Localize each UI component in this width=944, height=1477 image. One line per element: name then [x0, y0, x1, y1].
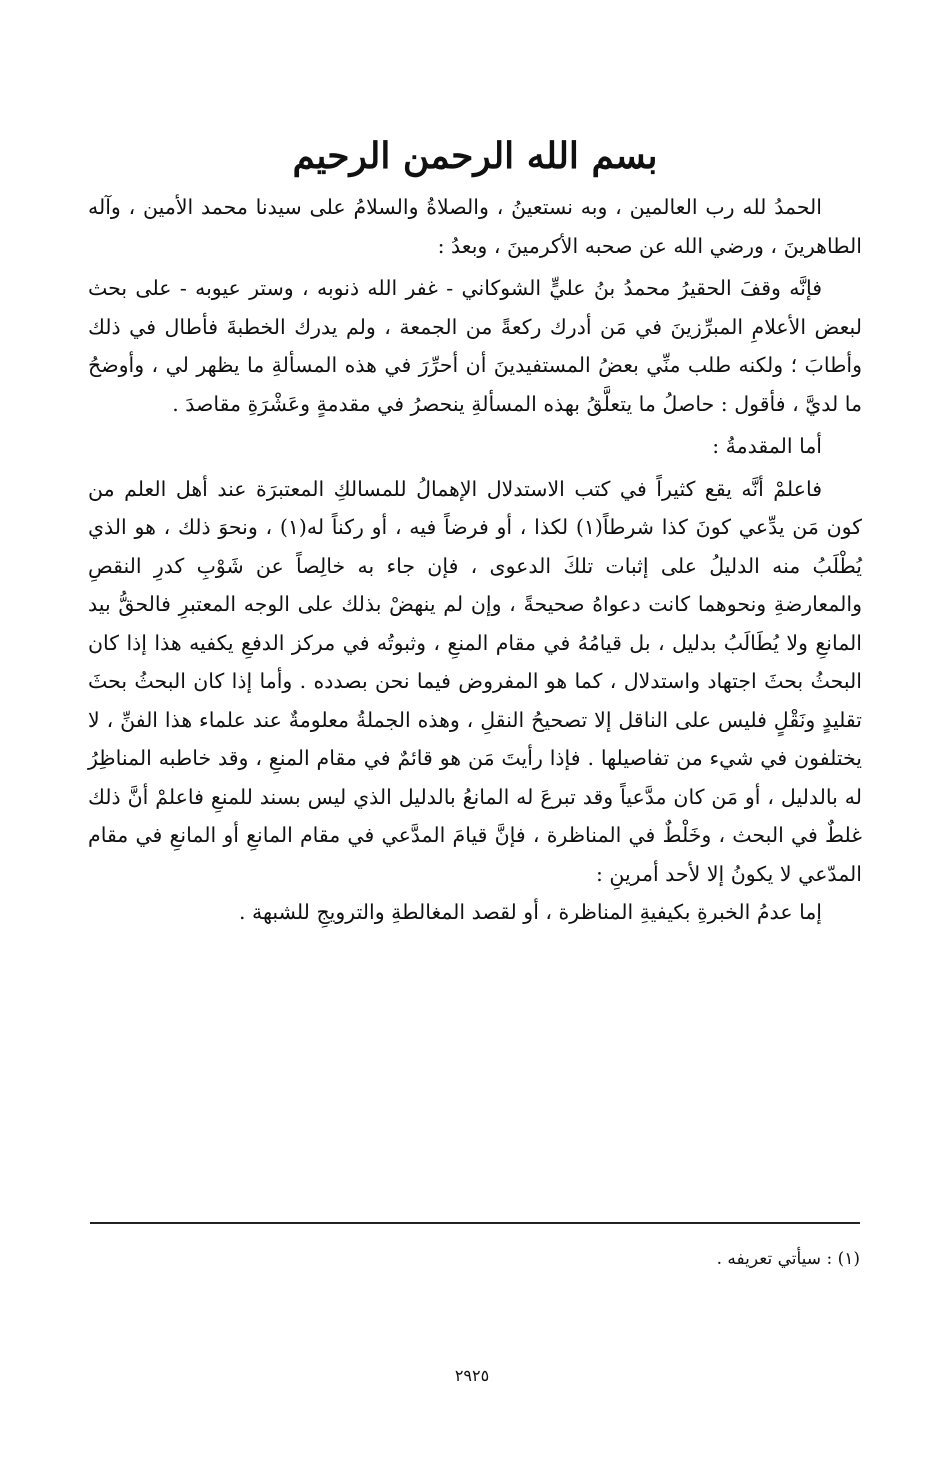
footnote-divider	[90, 1222, 860, 1224]
footnote: (١) : سيأتي تعريفه .	[716, 1249, 860, 1269]
closing-paragraph: إما عدمُ الخبرةِ بكيفيةِ المناظرة ، أو لقصد المغالطةِ والترويجِ للشبهة .	[238, 900, 822, 924]
main-paragraph: فاعلمْ أنَّه يقع كثيراً في كتب الاستدلال الإهمالُ للمسالكِ المعتبرَة عند أهل العلم من كون مَن يدِّعي كونَ كذا شرطاً(١) لكذا ، أو فرضاً فيه ، أو ركناً له(١) ، ونحوَ ذلك ، هو الذي يُطْلَبُ منه الدليلُ على إثبات تلكَ الدعوى ، فإن جاء به خالِصاً عن شَوْبِ كدرِ النقصِ والمعارضةِ ونحوهما كانت دعواهُ صحيحةً ، وإن لم ينهضْ بذلك على الوجه المعتبرِ فالحقُّ بيد المانعِ ولا يُطَالَبُ بدليل ، بل قيامُهُ في مقام المنعِ ، وثبوتُه في مركز الدفعِ يكفيه هذا إذا كان البحثُ بحثَ اجتهاد واستدلال ، كما هو المفروض فيما نحن بصدده . وأما إذا كان البحثُ بحثَ تقليدٍ ونَقْلٍ فليس على الناقل إلا تصحيحُ النقلِ ، وهذه الجملةُ معلومةٌ عند علماء هذا الفنِّ ، لا يختلفون في شيء من تفاصيلها . فإذا رأيتَ مَن هو قائمٌ في مقام المنعِ ، وقد خاطبه المناظِرُ له بالدليل ، أو مَن كان مدَّعياً وقد تبرعَ له المانعُ بالدليل الذي ليس بسند للمنعِ فاعلمْ أنَّ ذلك غلطٌ في البحث ، وخَلْطٌ في المناظرة ، فإنَّ قيامَ المدَّعي في مقام المانعِ أو المانعِ في مقام المدّعي لا يكونُ إلا لأحد أمرينِ :	[88, 476, 862, 886]
opening-paragraph: الحمدُ لله رب العالمين ، وبه نستعينُ ، والصلاةُ والسلامُ على سيدنا محمد الأمين ، وآله الطاهرينَ ، ورضي الله عن صحبه الأكرمينَ ، وبعدُ :	[88, 195, 862, 258]
introduction-paragraph: فإنَّه وقفَ الحقيرُ محمدُ بنُ عليٍّ الشوكاني - غفر الله ذنوبه ، وستر عيوبه - على بحث لبعض الأعلامِ المبرِّزينَ في مَن أدرك ركعةً من الجمعة ، ولم يدرك الخطبةَ فأطال في ذلك وأطابَ ؛ ولكنه طلب منِّي بعضُ المستفيدينَ أن أحرِّرَ في هذه المسألةِ ما يظهر لي ، وأوضحُ ما لديَّ ، فأقول : حاصلُ ما يتعلَّقُ بهذه المسألةِ ينحصرُ في مقدمةٍ وعَشْرَةِ مقاصدَ .	[88, 276, 862, 416]
page-number: ٢٩٢٥	[454, 1366, 490, 1385]
basmala-heading: بسم الله الرحمن الرحيم	[292, 135, 658, 177]
body-text	[88, 188, 862, 932]
section-heading-muqaddima: أما المقدمةُ :	[712, 434, 822, 458]
